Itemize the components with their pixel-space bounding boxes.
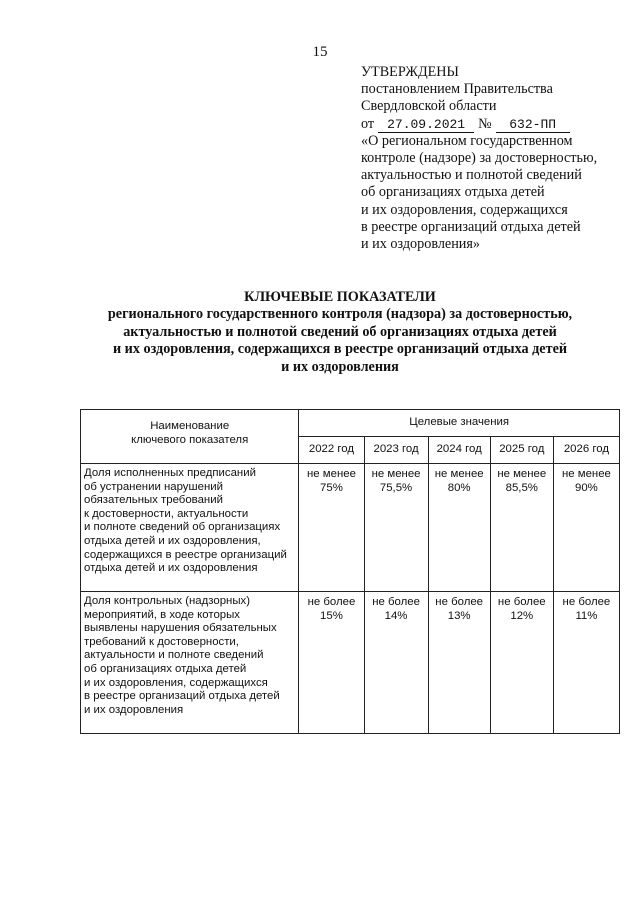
title-line: актуальностью и полнотой сведений об организациях отдыха детей: [123, 323, 557, 340]
target-value: не менее 90%: [553, 464, 619, 592]
target-value: не менее 75%: [299, 464, 364, 592]
decree-title-line: «О региональном государственном: [361, 132, 573, 149]
date-prefix: от: [361, 115, 375, 132]
year-header: 2024 год: [428, 437, 490, 464]
approval-heading: УТВЕРЖДЕНЫ: [361, 64, 459, 80]
page-number: 15: [312, 44, 328, 60]
decree-date: 27.09.2021: [378, 118, 474, 133]
decree-title-line: об организациях отдыха детей: [361, 184, 545, 201]
title-line: и их оздоровления: [281, 358, 399, 375]
target-value: не более 13%: [428, 592, 490, 734]
decree-title-line: и их оздоровления»: [361, 236, 481, 253]
year-header: 2025 год: [490, 437, 553, 464]
target-value: не более 12%: [490, 592, 553, 734]
decree-title-line: и их оздоровления, содержащихся: [361, 201, 568, 218]
year-header: 2023 год: [364, 437, 428, 464]
number-prefix: №: [478, 115, 492, 132]
year-header: 2026 год: [553, 437, 619, 464]
indicator-name: Доля исполненных предписаний об устранении нарушений обязательных требований к достоверности, актуальности и полноте сведений об организациях отдыха детей и их оздоровления, содержащихся в реестре организаций отдыха детей и их оздоровления: [81, 464, 299, 592]
table-row: [81, 464, 620, 592]
table-row: [81, 592, 620, 734]
decree-number: 632-ПП: [496, 118, 570, 133]
approval-date-line: [361, 116, 631, 133]
target-value: не менее 85,5%: [490, 464, 553, 592]
target-value: не менее 75,5%: [364, 464, 428, 592]
target-value: не более 15%: [299, 592, 364, 734]
title-line: и их оздоровления, содержащихся в реестре организаций отдыха детей: [112, 341, 568, 358]
document-title: [40, 289, 640, 376]
target-value: не более 11%: [553, 592, 619, 734]
approval-line: Свердловской области: [361, 98, 497, 115]
key-indicators-table: [80, 409, 620, 734]
table-header-row: [81, 410, 620, 437]
approval-block: [361, 64, 631, 253]
approval-line: постановлением Правительства: [361, 81, 553, 98]
year-header: 2022 год: [299, 437, 364, 464]
decree-title-line: актуальностью и полнотой сведений: [361, 167, 582, 184]
indicator-name: Доля контрольных (надзорных) мероприятий, в ходе которых выявлены нарушения обязательных требований к достоверности, актуальности и полноте сведений об организациях отдыха детей и их оздоровления, содержащихся в реестре организаций отдыха детей и их оздоровления: [81, 592, 299, 734]
target-values-header: Целевые значения: [299, 410, 620, 437]
target-value: не более 14%: [364, 592, 428, 734]
title-line: регионального государственного контроля (надзора) за достоверностью,: [107, 306, 573, 323]
decree-title-line: контроле (надзоре) за достоверностью,: [361, 150, 598, 167]
decree-title-line: в реестре организаций отдыха детей: [361, 218, 581, 235]
indicator-name-header: Наименование ключевого показателя: [81, 410, 299, 464]
target-value: не менее 80%: [428, 464, 490, 592]
title-line: КЛЮЧЕВЫЕ ПОКАЗАТЕЛИ: [244, 289, 436, 305]
